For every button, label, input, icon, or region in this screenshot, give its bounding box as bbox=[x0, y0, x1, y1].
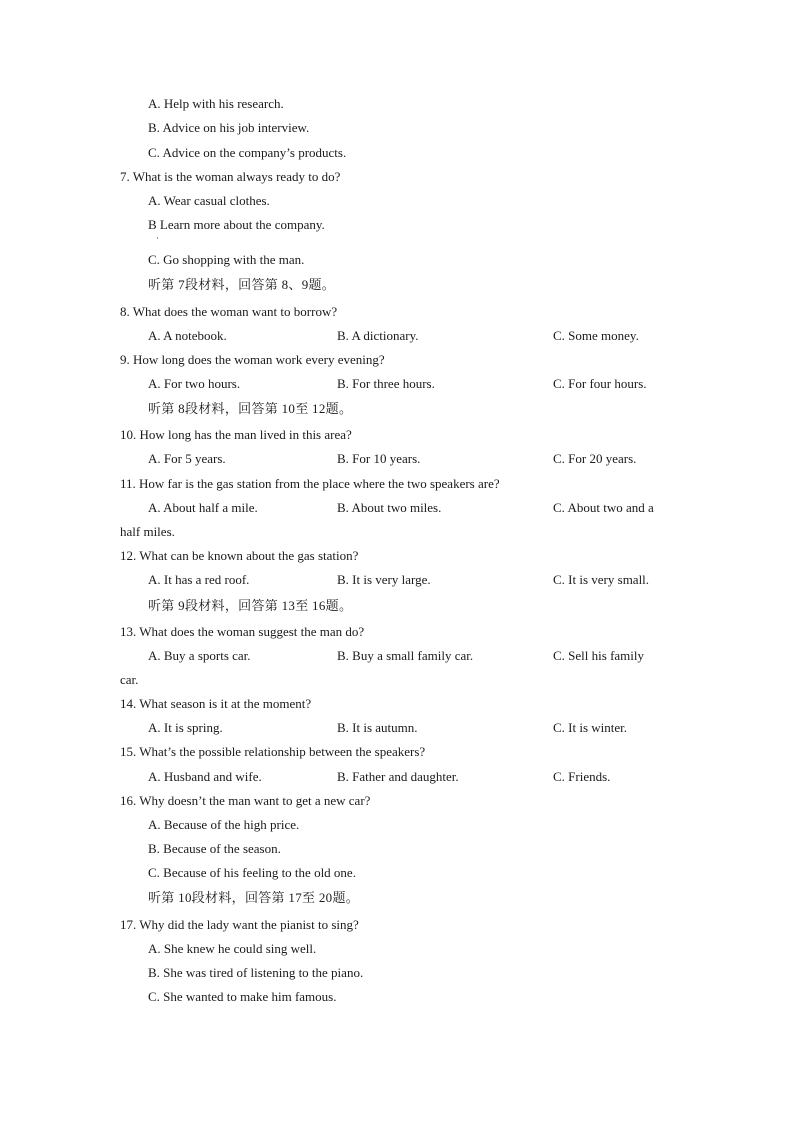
q7-option-a: A. Wear casual clothes. bbox=[148, 193, 270, 208]
q16-option-b: B. Because of the season. bbox=[148, 841, 281, 856]
q9-question: 9. How long does the woman work every evening? bbox=[120, 352, 385, 367]
q17-option-a: A. She knew he could sing well. bbox=[148, 941, 317, 956]
q14-option-b: B. It is autumn. bbox=[337, 720, 418, 735]
q11-option-a: A. About half a mile. bbox=[148, 500, 258, 515]
q11-option-c-continued: half miles. bbox=[120, 524, 175, 539]
q14-option-c: C. It is winter. bbox=[553, 720, 628, 735]
q9-option-b: B. For three hours. bbox=[337, 376, 435, 391]
q10-option-c: C. For 20 years. bbox=[553, 451, 637, 466]
q17-question: 17. Why did the lady want the pianist to sing? bbox=[120, 917, 359, 932]
q11-option-b: B. About two miles. bbox=[337, 500, 442, 515]
q7-option-b-mark: · bbox=[156, 233, 159, 243]
q14-question: 14. What season is it at the moment? bbox=[120, 696, 312, 711]
q12-option-c: C. It is very small. bbox=[553, 572, 650, 587]
q15-option-b: B. Father and daughter. bbox=[337, 769, 459, 784]
q10-question: 10. How long has the man lived in this area? bbox=[120, 427, 352, 442]
q15-option-a: A. Husband and wife. bbox=[148, 769, 262, 784]
section-7-instruction: 听第 7段材料，回答第 8、9题。 bbox=[148, 277, 336, 292]
q6-option-b: B. Advice on his job interview. bbox=[148, 120, 310, 135]
q13-option-c: C. Sell his family bbox=[553, 648, 644, 663]
q17-option-b: B. She was tired of listening to the piano. bbox=[148, 965, 364, 980]
section-9-instruction: 听第 9段材料，回答第 13至 16题。 bbox=[148, 598, 353, 613]
q13-question: 13. What does the woman suggest the man do? bbox=[120, 624, 365, 639]
q15-question: 15. What’s the possible relationship between the speakers? bbox=[120, 744, 426, 759]
q7-option-c: C. Go shopping with the man. bbox=[148, 252, 305, 267]
q11-option-c: C. About two and a bbox=[553, 500, 654, 515]
q13-option-c-continued: car. bbox=[120, 672, 139, 687]
q13-option-b: B. Buy a small family car. bbox=[337, 648, 474, 663]
q17-option-c: C. She wanted to make him famous. bbox=[148, 989, 337, 1004]
q6-option-a: A. Help with his research. bbox=[148, 96, 284, 111]
q8-option-b: B. A dictionary. bbox=[337, 328, 419, 343]
q10-option-a: A. For 5 years. bbox=[148, 451, 226, 466]
q16-question: 16. Why doesn’t the man want to get a new car? bbox=[120, 793, 371, 808]
q8-option-c: C. Some money. bbox=[553, 328, 639, 343]
q10-option-b: B. For 10 years. bbox=[337, 451, 421, 466]
q9-option-a: A. For two hours. bbox=[148, 376, 241, 391]
q8-option-a: A. A notebook. bbox=[148, 328, 227, 343]
q6-option-c: C. Advice on the company’s products. bbox=[148, 145, 347, 160]
q9-option-c: C. For four hours. bbox=[553, 376, 647, 391]
q15-option-c: C. Friends. bbox=[553, 769, 611, 784]
q7-question: 7. What is the woman always ready to do? bbox=[120, 169, 341, 184]
section-8-instruction: 听第 8段材料，回答第 10至 12题。 bbox=[148, 401, 353, 416]
q8-question: 8. What does the woman want to borrow? bbox=[120, 304, 338, 319]
q12-option-b: B. It is very large. bbox=[337, 572, 431, 587]
q16-option-a: A. Because of the high price. bbox=[148, 817, 300, 832]
q16-option-c: C. Because of his feeling to the old one. bbox=[148, 865, 356, 880]
q11-question: 11. How far is the gas station from the place where the two speakers are? bbox=[120, 476, 500, 491]
q7-option-b: B Learn more about the company. bbox=[148, 217, 325, 232]
q14-option-a: A. It is spring. bbox=[148, 720, 223, 735]
q12-option-a: A. It has a red roof. bbox=[148, 572, 250, 587]
section-10-instruction: 听第 10段材料，回答第 17至 20题。 bbox=[148, 890, 360, 905]
q12-question: 12. What can be known about the gas station? bbox=[120, 548, 359, 563]
q13-option-a: A. Buy a sports car. bbox=[148, 648, 251, 663]
